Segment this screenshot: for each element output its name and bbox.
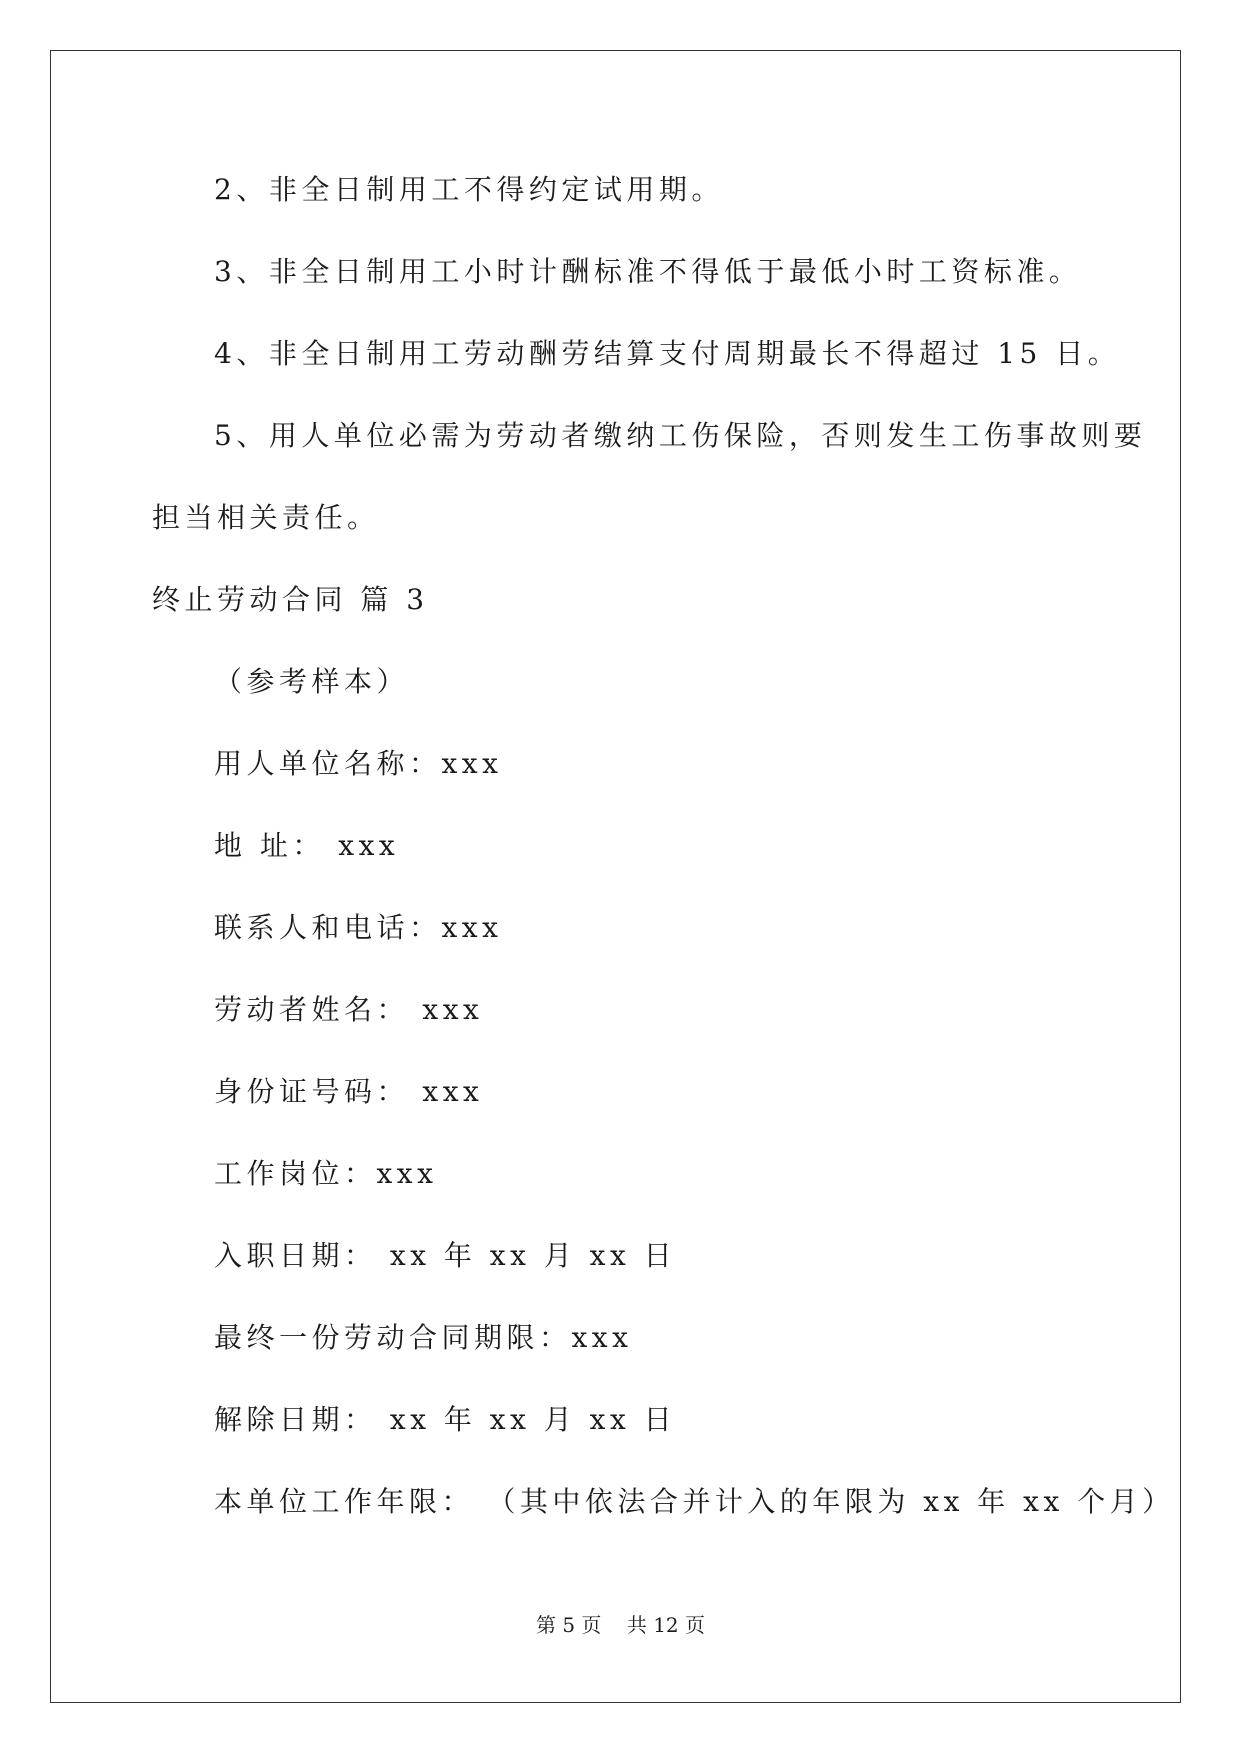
field-address: 地 址： xxx (214, 829, 400, 862)
sample-note: （参考样本） (214, 665, 410, 698)
field-id-number: 身份证号码： xxx (214, 1075, 484, 1108)
paragraph-item-4: 4、非全日制用工劳动酬劳结算支付周期最长不得超过 15 日。 (214, 337, 1121, 370)
paragraph-item-5-continuation: 担当相关责任。 (152, 501, 380, 534)
section-heading: 终止劳动合同 篇 3 (152, 583, 429, 616)
page-border (50, 50, 1181, 1703)
field-contact: 联系人和电话：xxx (214, 911, 503, 944)
field-worker-name: 劳动者姓名： xxx (214, 993, 484, 1026)
paragraph-item-5: 5、用人单位必需为劳动者缴纳工伤保险，否则发生工伤事故则要 (214, 419, 1147, 452)
field-contract-term: 最终一份劳动合同期限：xxx (214, 1321, 633, 1354)
field-termination-date: 解除日期： xx 年 xx 月 xx 日 (214, 1403, 677, 1436)
field-position: 工作岗位：xxx (214, 1157, 438, 1190)
field-service-years: 本单位工作年限： （其中依法合并计入的年限为 xx 年 xx 个月） (214, 1485, 1175, 1518)
paragraph-item-3: 3、非全日制用工小时计酬标准不得低于最低小时工资标准。 (214, 255, 1082, 288)
field-employer-name: 用人单位名称：xxx (214, 747, 503, 780)
field-hire-date: 入职日期： xx 年 xx 月 xx 日 (214, 1239, 677, 1272)
page-number-footer: 第 5 页 共 12 页 (535, 1613, 706, 1637)
paragraph-item-2: 2、非全日制用工不得约定试用期。 (214, 173, 724, 206)
